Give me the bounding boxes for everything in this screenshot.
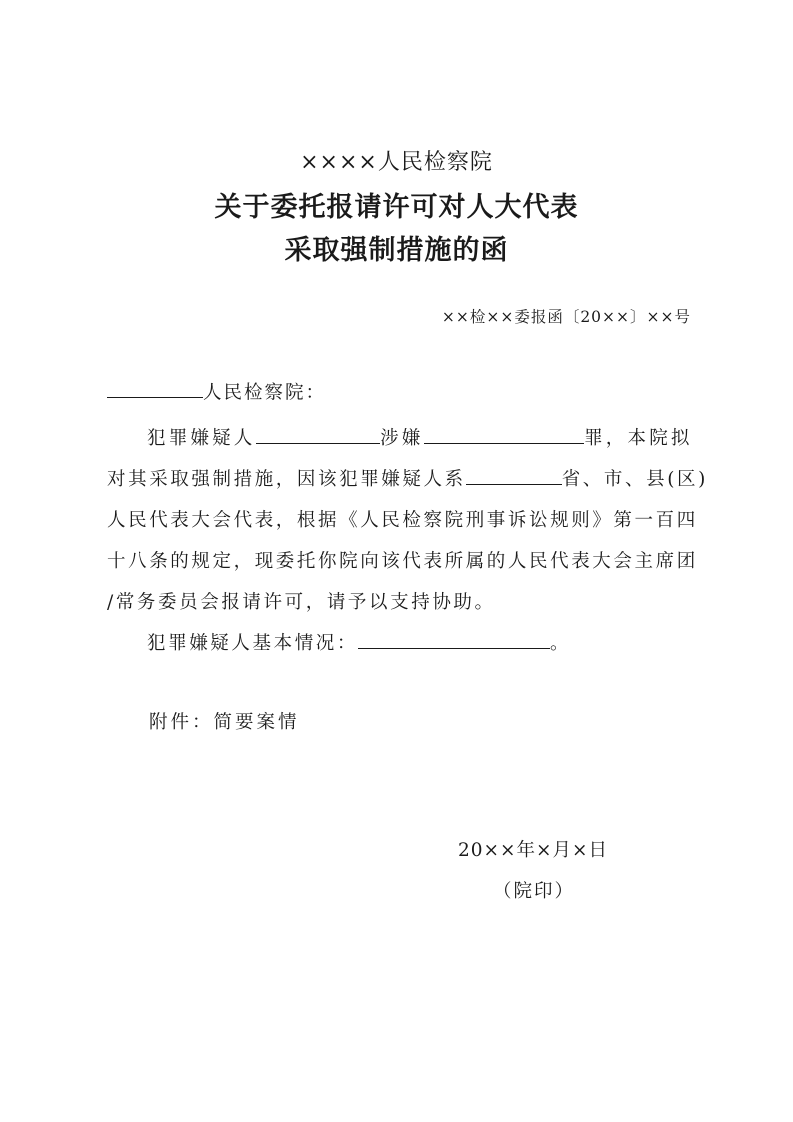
body-text: 对其采取强制措施，因该犯罪嫌疑人系 xyxy=(107,469,466,490)
attachment-note: 附件：简要案情 xyxy=(149,712,300,733)
addressee-suffix: 人民检察院： xyxy=(203,382,327,404)
issuer-name: ××××人民检察院 xyxy=(300,150,493,175)
body-line-5: /常务委员会报请许可，请予以支持协助。 xyxy=(107,592,496,613)
body-text: 。 xyxy=(550,633,572,654)
suspect-info-line xyxy=(107,623,692,664)
body-text: 犯罪嫌疑人 xyxy=(147,428,256,449)
body-line-4: 十八条的规定，现委托你院向该代表所属的人民代表大会主席团 xyxy=(107,551,698,572)
suspect-info-label: 犯罪嫌疑人基本情况： xyxy=(147,633,359,654)
province-blank xyxy=(466,465,562,485)
body-text: 涉嫌 xyxy=(379,428,424,449)
body-line-2 xyxy=(107,459,708,500)
date-line: 20××年×月×日 xyxy=(458,840,609,861)
document-number: ××检××委报函〔20××〕××号 xyxy=(441,308,691,326)
addressee-line xyxy=(107,378,326,404)
seal-placeholder: （院印） xyxy=(493,881,576,902)
body-text: 罪，本院拟 xyxy=(583,428,692,449)
suspect-info-blank xyxy=(358,629,550,649)
addressee-blank xyxy=(107,378,203,398)
body-line-1 xyxy=(107,418,692,459)
document-title-line-1: 关于委托报请许可对人大代表 xyxy=(214,192,579,223)
document-title-line-2: 采取强制措施的函 xyxy=(284,235,509,266)
letter-body xyxy=(107,418,708,664)
crime-blank xyxy=(424,424,584,444)
body-line-3: 人民代表大会代表，根据《人民检察院刑事诉讼规则》第一百四 xyxy=(107,510,698,531)
body-text: 省、市、县(区) xyxy=(561,469,708,490)
suspect-name-blank xyxy=(256,424,380,444)
